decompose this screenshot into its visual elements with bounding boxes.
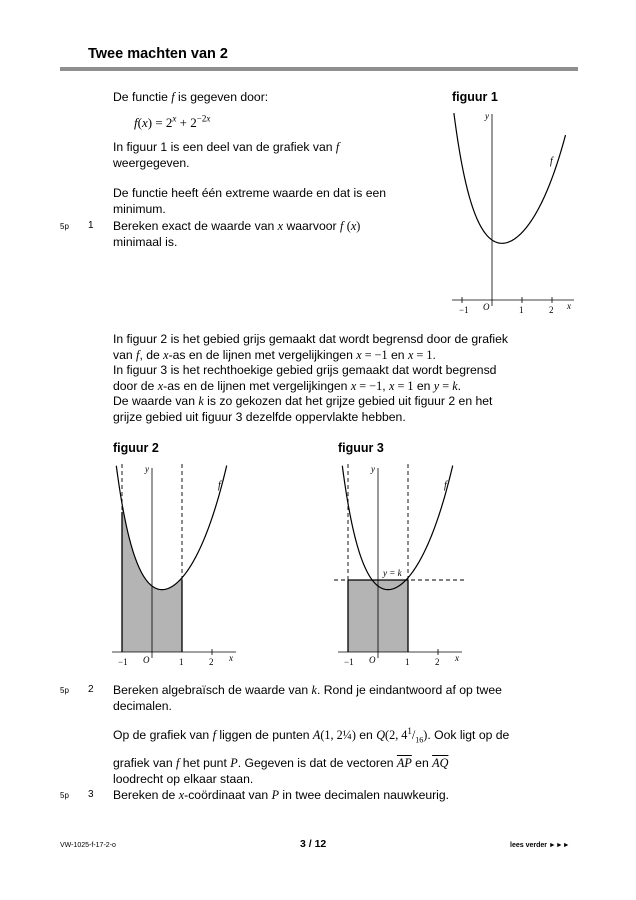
origin-label: O (483, 302, 490, 312)
x-axis-label: x (455, 653, 459, 663)
intro-line: De functie f is gegeven door: (113, 90, 269, 104)
extreme-text: De functie heeft één extreme waarde en dat is een minimum. (113, 186, 387, 216)
tick-label: −1 (344, 657, 354, 667)
curve-f (454, 113, 566, 243)
footer-code: VW-1025-f-17-2-o (60, 842, 116, 849)
section-title: Twee machten van 2 (88, 46, 228, 62)
question-number: 3 (88, 789, 94, 800)
figure-2-graph (108, 460, 244, 672)
tick-label: 2 (209, 657, 214, 667)
figure-2-label: figuur 2 (113, 441, 159, 455)
figure-3-label: figuur 3 (338, 441, 384, 455)
question-3-intro: Op de grafiek van f liggen de punten A(1, 2¼) en Q(2, $4^1/_{16}$). Ook ligt op de grafiek van f het punt P. Gegeven is dat de vectoren $\overline{AP}$ en $\overline{AQ}$ loodrecht op elkaar staan. (113, 725, 510, 786)
tick-label: 2 (549, 305, 554, 315)
tick-label: −1 (118, 657, 128, 667)
fig1-reference: In figuur 1 is een deel van de grafiek van f weergegeven. (113, 140, 340, 170)
tick-label: 1 (519, 305, 524, 315)
question-points: 5p (60, 791, 69, 800)
question-3-text: Bereken de x-coördinaat van P in twee decimalen nauwkeurig. (113, 788, 450, 802)
origin-label: O (143, 655, 150, 665)
tick-label: 1 (179, 657, 184, 667)
question-points: 5p (60, 686, 69, 695)
y-axis-label: y (145, 464, 149, 474)
curve-label: f (444, 480, 447, 491)
figure-1-label: figuur 1 (452, 90, 498, 104)
figure-1-graph (448, 106, 580, 320)
question-1-text: Bereken exact de waarde van x waarvoor f (x) minimaal is. (113, 219, 361, 249)
page-number: 3 / 12 (300, 838, 327, 850)
figure-3-graph (334, 460, 470, 672)
function-formula: $f(x) = 2^x + 2^{-2x}$ (134, 113, 211, 130)
y-axis-label: y (485, 111, 489, 121)
x-axis-label: x (567, 301, 571, 311)
tick-label: 2 (435, 657, 440, 667)
header-rule (60, 67, 578, 71)
origin-label: O (369, 655, 376, 665)
question-number: 1 (88, 220, 94, 231)
curve-label: f (218, 480, 221, 491)
y-axis-label: y (371, 464, 375, 474)
figures-2-3-description: In figuur 2 is het gebied grijs gemaakt dat wordt begrensd door de grafiek van f, de x-as en de lijnen met vergelijkingen x = −1 en x = 1. In figuur 3 is het rechthoekige gebied grijs gemaakt dat wordt begrensd door de x-as en de lijnen met vergelijkingen x = −1, x = 1 en y = k. De waarde van k is zo gekozen dat het grijze gebied uit figuur 2 en het grijze gebied uit figuur 3 dezelfde oppervlakte hebben. (113, 332, 508, 424)
curve-label: f (550, 156, 553, 167)
question-points: 5p (60, 222, 69, 231)
x-axis-label: x (229, 653, 233, 663)
line-label-y-k: y = k (383, 568, 402, 578)
tick-label: 1 (405, 657, 410, 667)
question-number: 2 (88, 684, 94, 695)
footer-next: lees verder ►►► (510, 842, 570, 849)
question-2-text: Bereken algebraïsch de waarde van k. Rond je eindantwoord af op twee decimalen. (113, 683, 502, 713)
tick-label: −1 (459, 305, 469, 315)
